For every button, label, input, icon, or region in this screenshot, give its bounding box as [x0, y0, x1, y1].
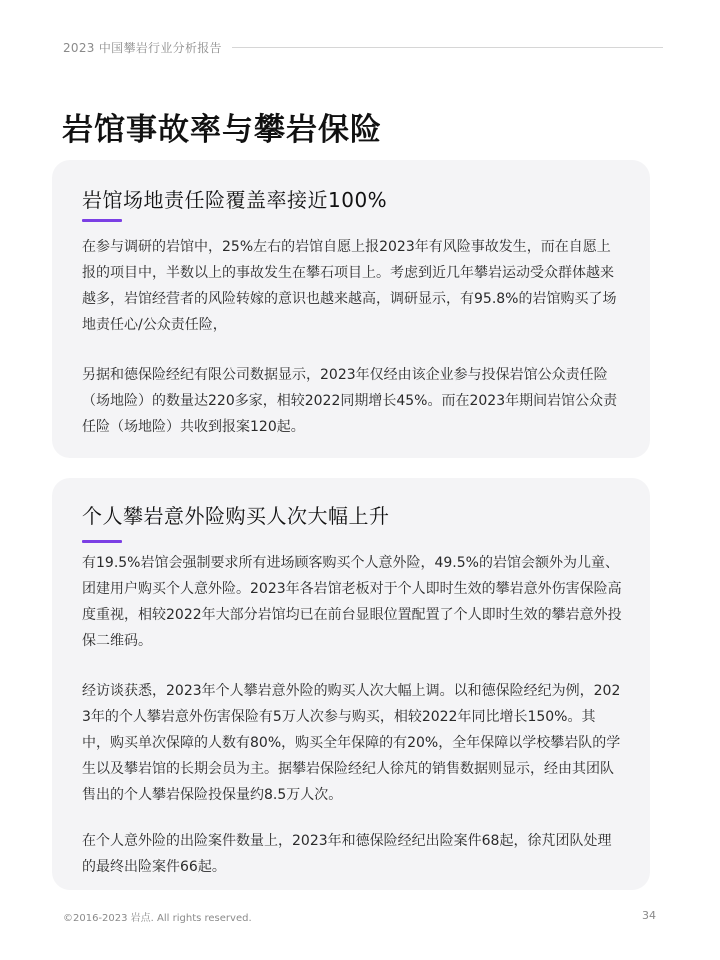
section-card-venue-liability [52, 160, 650, 458]
section-title: 个人攀岩意外险购买人次大幅上升 [82, 504, 390, 528]
section-accent-bar [82, 540, 122, 543]
section-paragraph: 有19.5%岩馆会强制要求所有进场顾客购买个人意外险，49.5%的岩馆会额外为儿童、团建用户购买个人意外险。2023年各岩馆老板对于个人即时生效的攀岩意外伤害保险高度重视，相较2022年大部分岩馆均已在前台显眼位置配置了个人即时生效的攀岩意外投保二维码。 [82, 555, 622, 649]
page-header [63, 38, 663, 56]
section-paragraph: 另据和德保险经纪有限公司数据显示，2023年仅经由该企业参与投保岩馆公众责任险（场地险）的数量达220多家，相较2022同期增长45%。而在2023年期间岩馆公众责任险（场地险）共收到报案120起。 [82, 367, 618, 435]
page-number: 34 [642, 909, 656, 922]
section-title: 岩馆场地责任险覆盖率接近100% [82, 188, 388, 212]
section-paragraph: 经访谈获悉，2023年个人攀岩意外险的购买人次大幅上调。以和德保险经纪为例，2023年的个人攀岩意外伤害保险有5万人次参与购买，相较2022年同比增长150%。其中，购买单次保障的人数有80%，购买全年保障的有20%，全年保障以学校攀岩队的学生以及攀岩馆的长期会员为主。据攀岩保险经纪人徐芃的销售数据则显示，经由其团队售出的个人攀岩保险投保量约8.5万人次。 [82, 683, 621, 803]
report-title: 2023 中国攀岩行业分析报告 [63, 40, 222, 55]
section-card-personal-insurance [52, 478, 650, 890]
header-divider [232, 47, 663, 48]
section-paragraph: 在参与调研的岩馆中，25%左右的岩馆自愿上报2023年有风险事故发生，而在自愿上报的项目中，半数以上的事故发生在攀石项目上。考虑到近几年攀岩运动受众群体越来越多，岩馆经营者的风险转嫁的意识也越来越高，调研显示，有95.8%的岩馆购买了场地责任心/公众责任险， [82, 239, 617, 333]
page-title: 岩馆事故率与攀岩保险 [62, 112, 382, 148]
section-accent-bar [82, 219, 122, 222]
copyright-text: ©2016-2023 岩点. All rights reserved. [63, 913, 252, 924]
section-paragraph: 在个人意外险的出险案件数量上，2023年和德保险经纪出险案件68起，徐芃团队处理的最终出险案件66起。 [82, 833, 612, 875]
